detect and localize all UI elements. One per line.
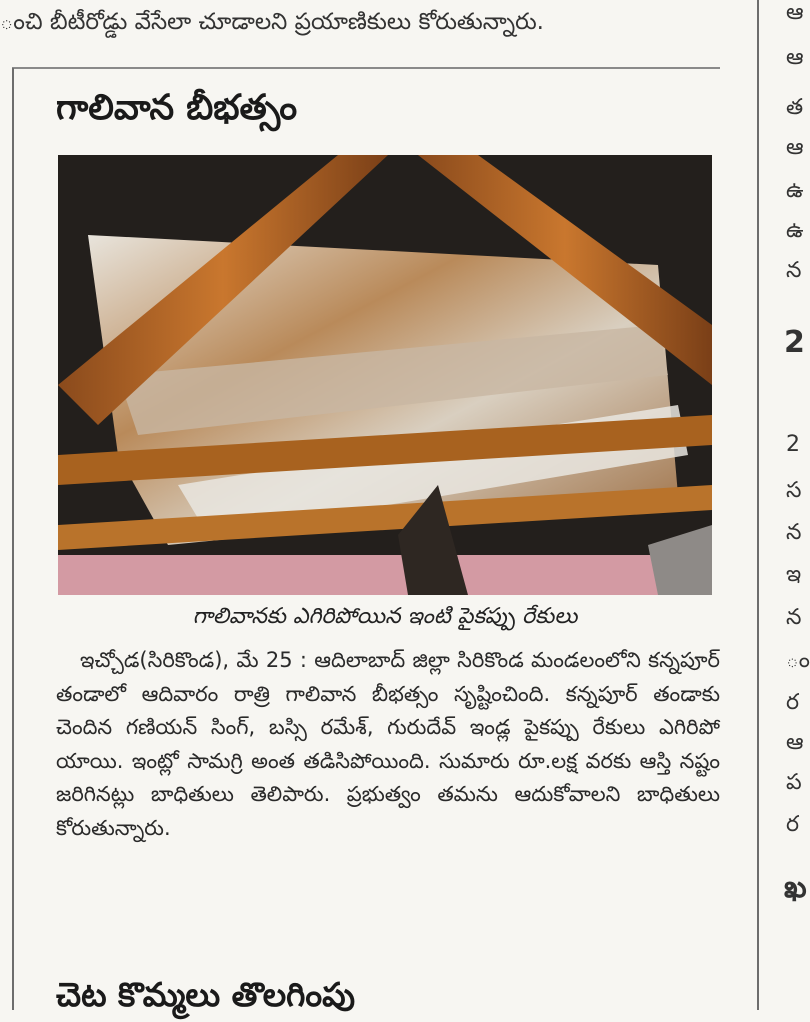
fragment: ం — [786, 648, 810, 673]
fragment: న — [786, 605, 802, 630]
previous-article-last-line: ంచి బీటీరోడ్డు వేసేలా చూడాలని ప్రయాణికులు కోరుతున్నారు. — [0, 9, 544, 35]
fragment: ఇ — [786, 562, 802, 587]
fragment: త — [786, 95, 804, 120]
article-photo — [58, 155, 712, 595]
fragment: న — [786, 520, 802, 545]
article-body — [56, 644, 720, 846]
section-divider — [12, 67, 720, 69]
adjacent-column-fragments — [768, 0, 810, 1010]
fragment: ఆ — [786, 0, 804, 25]
fragment: ఆ — [786, 730, 804, 755]
roof-damage-photo — [58, 155, 712, 595]
fragment: ర — [786, 690, 800, 715]
article-paragraph: ఇచ్చోడ(సిరికొండ), మే 25 : ఆదిలాబాద్ జిల్లా సిరికొండ మండలంలోని కన్నపూర్ తండాలో ఆదివారం రాత్రి గాలివాన బీభత్సం సృష్టించింది. కన్నపూర్ తండాకు చెందిన గణియన్ సింగ్, బస్సి రమేశ్, గురుదేవ్ ఇండ్ల పైకప్పు రేకులు ఎగిరిపో యాయి. ఇంట్లో సామగ్రి అంత తడిసిపోయింది. సుమారు రూ.లక్ష వరకు ఆస్తి నష్టం జరిగినట్లు బాధితులు తెలిపారు. ప్రభుత్వం తమను ఆదుకోవాలని బాధితులు కోరుతున్నారు. — [56, 648, 720, 840]
next-article-headline: చెట కొమ్మలు తొలగింపు — [56, 975, 356, 1014]
fragment: ఆ — [786, 135, 804, 160]
fragment: ర — [786, 812, 800, 837]
article-headline: గాలివాన బీభత్సం — [56, 88, 298, 128]
fragment: న — [786, 258, 802, 283]
photo-caption: గాలివానకు ఎగిరిపోయిన ఇంటి పైకప్పు రేకులు — [192, 604, 578, 629]
fragment: ఖ — [784, 870, 807, 905]
fragment: 2 — [784, 325, 805, 360]
fragment: స — [786, 478, 802, 503]
fragment: ఉ — [786, 218, 804, 243]
fragment: 2 — [786, 432, 800, 457]
column-rule-left — [12, 68, 14, 1010]
fragment: ప — [786, 770, 802, 795]
fragment: ఉ — [786, 178, 804, 203]
column-rule-right — [757, 0, 759, 1010]
fragment: ఆ — [786, 45, 804, 70]
